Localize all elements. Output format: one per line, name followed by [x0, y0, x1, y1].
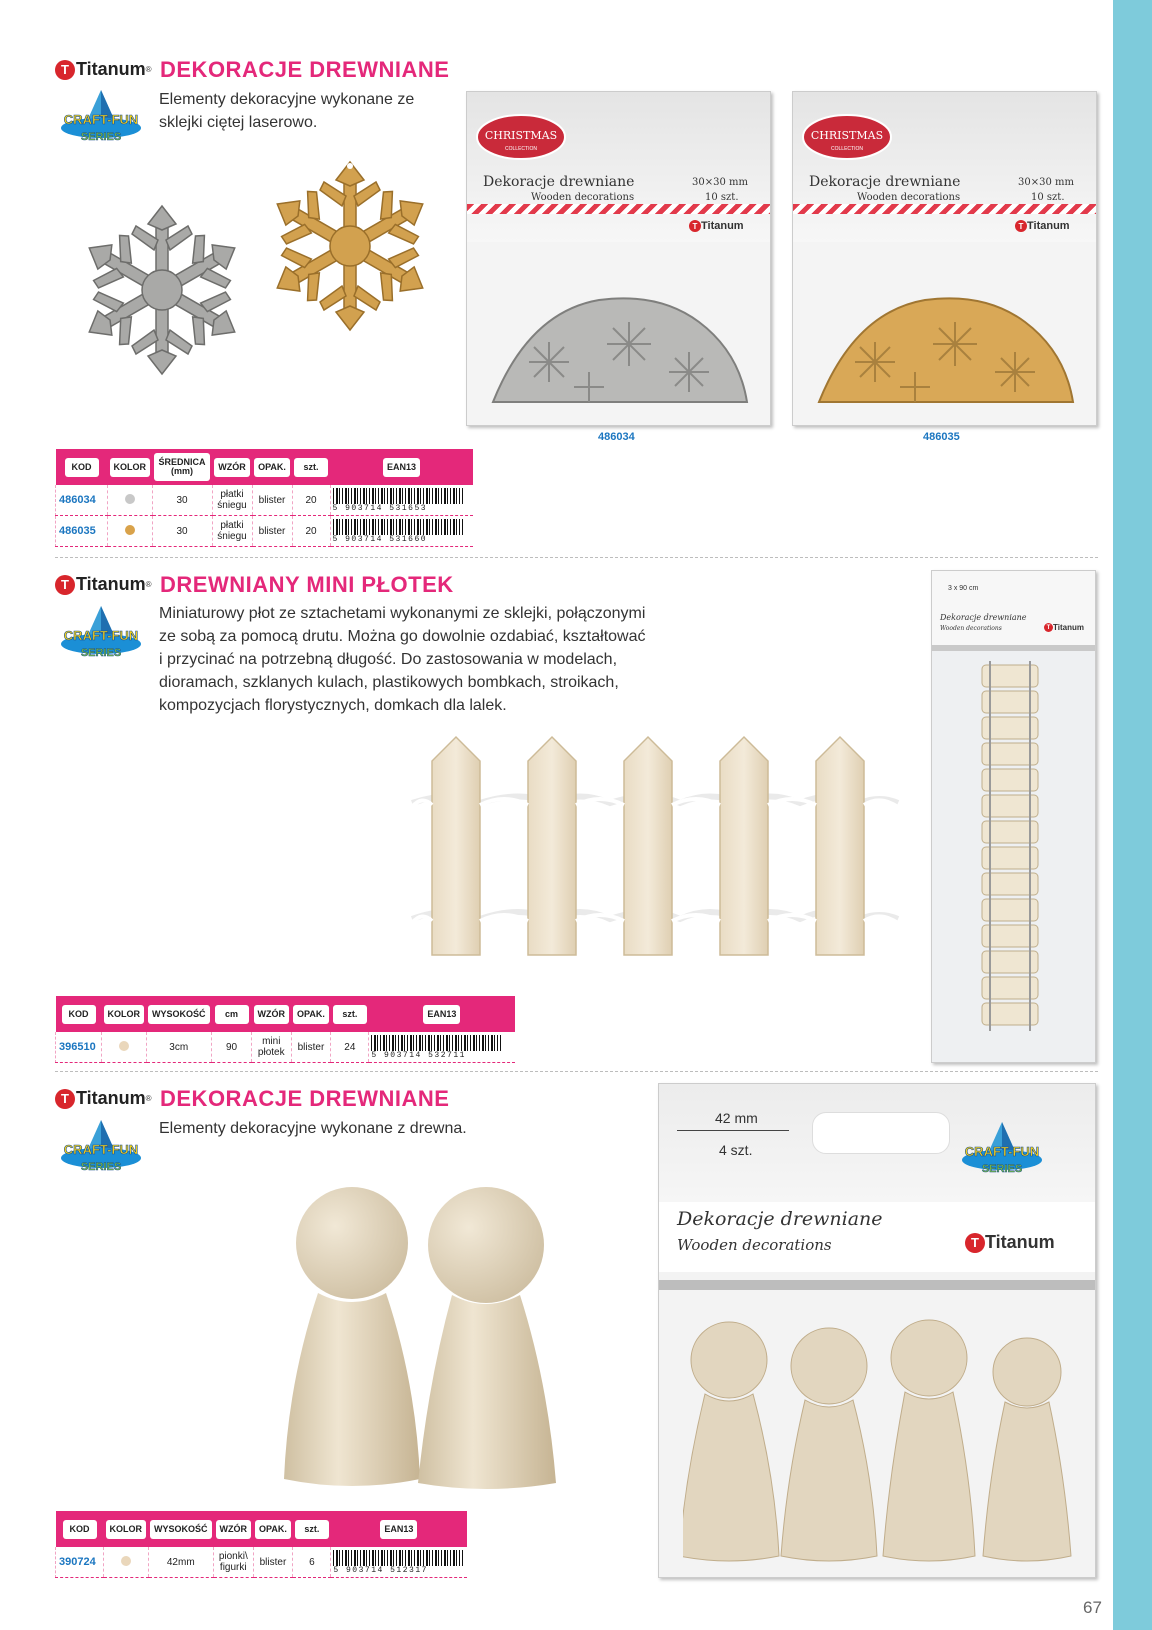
spec-table-peg-dolls	[55, 1511, 467, 1578]
col-header-wzor: WZÓR	[214, 458, 250, 477]
row-pattern: mini płotek	[252, 1032, 292, 1063]
pack-486035	[792, 91, 1097, 426]
titanum-logo: T Titanum ®	[55, 574, 152, 595]
pack-subtitle: Wooden decorations	[857, 192, 961, 203]
spec-table-fence	[55, 996, 515, 1063]
pack-qty: 10 szt.	[1031, 192, 1065, 203]
svg-text:CRAFT-FUN: CRAFT-FUN	[964, 1144, 1040, 1159]
table-row	[56, 516, 474, 547]
color-swatch	[121, 1556, 131, 1566]
pack-subtitle: Wooden decorations	[677, 1236, 832, 1254]
col-header-kod: KOD	[62, 1005, 96, 1024]
ean-part-b: 532711	[428, 1050, 466, 1060]
col-header-wzor: WZÓR	[216, 1520, 252, 1539]
gold-snowflake-image	[270, 154, 430, 338]
col-header-kolor: KOLOR	[106, 1520, 147, 1539]
table-row	[56, 485, 474, 516]
color-swatch	[119, 1041, 129, 1051]
col-header-wysokosc: WYSOKOŚĆ	[148, 1005, 210, 1024]
col-header-kod: KOD	[65, 458, 99, 477]
pack-size: 30×30 mm	[1018, 177, 1074, 188]
col-header-szt: szt.	[333, 1005, 367, 1024]
col-header-ean13: EAN13	[423, 1005, 460, 1024]
pack-size: 42 mm	[715, 1110, 758, 1126]
col-header-opak: OPAK.	[293, 1005, 329, 1024]
pack-titanum-logo: T Titanum	[689, 220, 744, 232]
pack-title: Dekoracje drewniane	[483, 174, 635, 190]
craft-fun-series-badge	[54, 604, 148, 666]
section-divider	[55, 1071, 1098, 1072]
col-header-kolor: KOLOR	[104, 1005, 145, 1024]
craft-fun-series-badge	[54, 1118, 148, 1180]
ean-part-b: 512317	[390, 1565, 428, 1575]
row-ean-barcode	[330, 485, 473, 516]
pack-390724	[658, 1083, 1096, 1578]
ean-lead: 5	[332, 503, 339, 513]
row-pattern: płatki śniegu	[212, 485, 252, 516]
row-height: 42mm	[148, 1547, 214, 1578]
row-qty: 6	[293, 1547, 331, 1578]
rolled-fence-image	[972, 661, 1052, 1051]
collection-text: COLLECTION	[505, 146, 537, 152]
col-header-szt: szt.	[294, 458, 328, 477]
pack-titanum-logo: T Titanum	[1044, 623, 1084, 632]
pack-title: Dekoracje drewniane	[809, 174, 961, 190]
row-pattern: pionki\ figurki	[214, 1547, 254, 1578]
table-row	[56, 1547, 468, 1578]
titanum-logo-badge: T	[55, 60, 75, 80]
barcode-bars	[371, 1035, 501, 1051]
pack-qty: 10 szt.	[705, 192, 739, 203]
row-ean-barcode	[369, 1032, 515, 1063]
col-header-ean13: EAN13	[383, 458, 420, 477]
color-swatch	[125, 494, 135, 504]
col-header-opak: OPAK.	[254, 458, 290, 477]
col-header-kolor: KOLOR	[110, 458, 151, 477]
row-qty: 20	[292, 516, 330, 547]
pack-size: 3 x 90 cm	[948, 585, 979, 592]
table-row	[56, 1032, 516, 1063]
description-line: ze sobą za pomocą drutu. Można go dowolnie ozdabiać, kształtować	[159, 628, 646, 645]
ean-part-a: 903714	[345, 534, 383, 544]
row-pack: blister	[252, 485, 292, 516]
hang-hole	[812, 1112, 950, 1154]
christmas-text: CHRISTMAS	[484, 129, 558, 142]
barcode-bars	[333, 488, 463, 504]
col-header-kod: KOD	[63, 1520, 97, 1539]
craft-fun-text: CRAFT-FUN	[63, 112, 139, 127]
svg-text:SERIES: SERIES	[80, 647, 122, 659]
ean-part-a: 903714	[345, 503, 383, 513]
section-description	[159, 602, 719, 717]
section-title-wooden-decorations: DEKORACJE DREWNIANE	[160, 57, 450, 82]
pack-subtitle: Wooden decorations	[940, 625, 1002, 632]
pack-396510	[931, 570, 1096, 1063]
gold-snowflakes-pile	[815, 252, 1075, 412]
col-header-ean13: EAN13	[380, 1520, 417, 1539]
col-header-srednica: ŚREDNICA (mm)	[154, 453, 210, 481]
pack-subtitle: Wooden decorations	[531, 192, 635, 203]
christmas-collection-label	[801, 112, 893, 162]
brand-name: Titanum	[76, 59, 146, 79]
row-pattern: płatki śniegu	[212, 516, 252, 547]
titanum-logo: T Titanum ®	[55, 1088, 152, 1109]
row-length: 90	[212, 1032, 252, 1063]
size-arrow	[677, 1130, 789, 1131]
ean-part-a: 903714	[345, 1565, 384, 1575]
row-ean-barcode	[330, 516, 473, 547]
row-code: 486035	[56, 516, 108, 547]
row-qty: 20	[292, 485, 330, 516]
wooden-peg-dolls-image	[280, 1183, 570, 1489]
section-title-wooden-decorations: DEKORACJE DREWNIANE	[160, 1086, 450, 1111]
row-qty: 24	[331, 1032, 369, 1063]
craft-fun-series-badge	[955, 1120, 1049, 1182]
svg-text:CRAFT-FUN: CRAFT-FUN	[63, 1142, 139, 1157]
side-color-stripe	[1113, 0, 1152, 1630]
row-code: 486034	[56, 485, 108, 516]
silver-snowflake-image	[82, 198, 242, 382]
row-code: 396510	[56, 1032, 102, 1063]
pack-titanum-logo: T Titanum	[1015, 220, 1070, 232]
col-header-length-cm: cm	[215, 1005, 249, 1024]
ean-lead: 5	[333, 1565, 340, 1575]
page-number: 67	[1083, 1598, 1102, 1617]
col-header-wysokosc: WYSOKOŚĆ	[150, 1520, 212, 1539]
spec-table-snowflakes	[55, 449, 473, 547]
pack-code-486034: 486034	[598, 431, 635, 443]
row-code: 390724	[56, 1547, 104, 1578]
packed-peg-dolls	[683, 1316, 1073, 1566]
barcode-bars	[333, 519, 463, 535]
row-pack: blister	[253, 1547, 293, 1578]
row-height: 3cm	[146, 1032, 212, 1063]
description-line: i przycinać na potrzebną długość. Do zastosowania w modelach,	[159, 651, 618, 668]
color-swatch	[125, 525, 135, 535]
silver-snowflakes-pile	[489, 252, 749, 412]
row-pack: blister	[291, 1032, 331, 1063]
row-size: 30	[152, 485, 212, 516]
section-title-mini-fence: DREWNIANY MINI PŁOTEK	[160, 572, 454, 597]
svg-text:SERIES: SERIES	[981, 1163, 1023, 1175]
row-ean-barcode	[331, 1547, 467, 1578]
pack-code-486035: 486035	[923, 431, 960, 443]
description-line: dioramach, szklanych kulach, plastikowych bombkach, stroikach,	[159, 674, 619, 691]
pack-size: 30×30 mm	[692, 177, 748, 188]
collection-text: COLLECTION	[831, 146, 863, 152]
ean-part-b: 531660	[389, 534, 428, 544]
pack-486034	[466, 91, 771, 426]
ean-part-b: 531653	[389, 503, 428, 513]
svg-text:CRAFT-FUN: CRAFT-FUN	[63, 628, 139, 643]
col-header-szt: szt.	[295, 1520, 329, 1539]
section-description: Elementy dekoracyjne wykonane ze sklejki ciętej laserowo.	[159, 91, 415, 131]
pack-titanum-logo: T Titanum	[965, 1232, 1055, 1253]
craft-fun-series-badge	[54, 88, 148, 150]
pack-qty: 4 szt.	[719, 1142, 753, 1158]
row-pack: blister	[252, 516, 292, 547]
col-header-wzor: WZÓR	[254, 1005, 290, 1024]
description-line: Miniaturowy płot ze sztachetami wykonanymi ze sklejki, połączonymi	[159, 605, 646, 622]
ean-part-a: 903714	[383, 1050, 422, 1060]
row-size: 30	[152, 516, 212, 547]
christmas-collection-label	[475, 112, 567, 162]
ean-lead: 5	[332, 534, 339, 544]
christmas-text: CHRISTMAS	[810, 129, 884, 142]
pack-title: Dekoracje drewniane	[677, 1208, 883, 1230]
ean-lead: 5	[371, 1050, 378, 1060]
description-line: kompozycjach florystycznych, domkach dla lalek.	[159, 697, 507, 714]
section-divider	[55, 557, 1098, 558]
svg-text:SERIES: SERIES	[80, 1161, 122, 1173]
series-text: SERIES	[80, 131, 122, 143]
col-header-opak: OPAK.	[255, 1520, 291, 1539]
pack-title: Dekoracje drewniane	[940, 613, 1027, 622]
barcode-bars	[333, 1550, 463, 1566]
mini-fence-image	[410, 735, 900, 965]
section-description: Elementy dekoracyjne wykonane z drewna.	[159, 1120, 467, 1137]
titanum-logo: T Titanum ®	[55, 59, 152, 80]
